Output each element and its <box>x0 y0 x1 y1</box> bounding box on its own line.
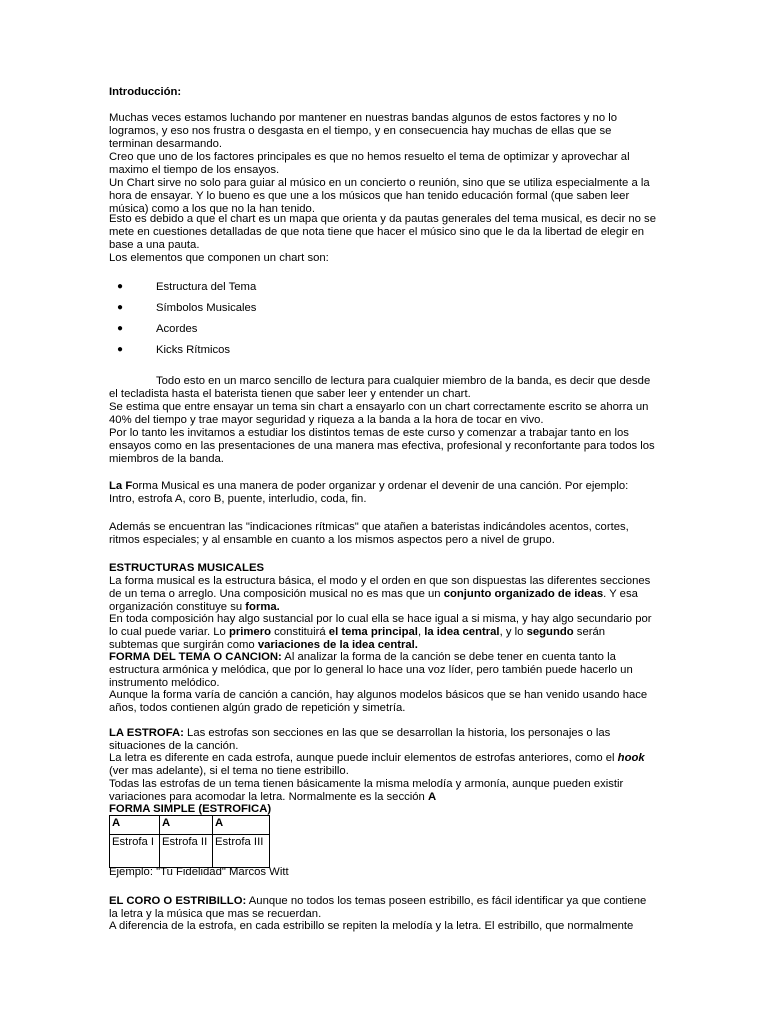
forma-tema-paragraph: FORMA DEL TEMA O CANCION: Al analizar la forma de la canción se debe tener en cuenta tanto la estructura armónica y melódica, que por lo general lo hace una voz líder, pero también puede hacerlo un instrumento melódico. <box>109 651 633 689</box>
bullet-icon: ● <box>117 323 124 334</box>
table-header-cell: A <box>213 816 270 835</box>
body-paragraph: Por lo tanto les invitamos a estudiar los distintos temas de este curso y comenzar a trabajar tanto en los ensayos como en las presentaciones de una manera mas efectiva, profesional y reconfortante para todos los miembros de la banda. <box>109 427 655 465</box>
body-paragraph: Todo esto en un marco sencillo de lectura para cualquier miembro de la banda, es decir que desde el tecladista hasta el baterista tienen que saber leer y entender un chart. <box>109 375 651 400</box>
intro-paragraph-2: Creo que uno de los factores principales es que no hemos resuelto el tema de optimizar y aprovechar al maximo el tiempo de los ensayos. <box>109 151 630 176</box>
list-item-label: Acordes <box>156 323 198 335</box>
table-cell: Estrofa III <box>213 835 270 868</box>
indicaciones-paragraph: Además se encuentran las "indicaciones rítmicas" que atañen a bateristas indicándoles acentos, cortes, ritmos especiales; y al ensamble en cuanto a los mismos aspectos pero a nivel de grupo. <box>109 521 629 546</box>
estrofa-paragraph-3: Todas las estrofas de un tema tienen básicamente la misma melodía y armonía, aunque pueden existir variaciones para acomodar la letra. Normalmente es la sección A <box>109 778 624 803</box>
section-heading-estructuras: ESTRUCTURAS MUSICALES <box>109 562 265 574</box>
forma-simple-table <box>109 815 270 868</box>
intro-paragraph-5: Los elementos que componen un chart son: <box>109 252 329 264</box>
list-item-label: Estructura del Tema <box>156 281 257 293</box>
forma-varia-paragraph: Aunque la forma varía de canción a canción, hay algunos modelos básicos que se han venido usando hace años, todos contienen algún grado de repetición y simetría. <box>109 689 648 714</box>
bullet-icon: ● <box>117 344 124 355</box>
forma-paragraph: La Forma Musical es una manera de poder organizar y ordenar el devenir de una canción. Por ejemplo: Intro, estrofa A, coro B, puente, interludio, coda, fin. <box>109 480 629 505</box>
body-paragraph: Se estima que entre ensayar un tema sin chart a ensayarlo con un chart correctamente escrito se ahorra un 40% del tiempo y trae mayor seguridad y riqueza a la banda a la hora de tocar en vivo. <box>109 401 649 426</box>
table-cell: Estrofa I <box>110 835 160 868</box>
table-header-cell: A <box>110 816 160 835</box>
estructuras-paragraph-1: La forma musical es la estructura básica, el modo y el orden en que son dispuestas las diferentes secciones de un tema o arreglo. Una composición musical no es mas que un conjunto organizado de ideas. Y esa organización constituye su forma. <box>109 575 651 613</box>
example-caption: Ejemplo: "Tu Fidelidad" Marcos Witt <box>109 866 289 878</box>
table-header-cell: A <box>160 816 213 835</box>
coro-paragraph-2: A diferencia de la estrofa, en cada estribillo se repiten la melodía y la letra. El estribillo, que normalmente <box>109 920 634 932</box>
intro-paragraph-3: Un Chart sirve no solo para guiar al músico en un concierto o reunión, sino que se utiliza especialmente a la hora de ensayar. Y lo bueno es que une a los músicos que han tenido educación formal (que saben leer música) como a los que no la han tenido. <box>109 177 650 215</box>
intro-paragraph-4: Esto es debido a que el chart es un mapa que orienta y da pautas generales del tema musical, es decir no se mete en cuestiones detalladas de que nota tiene que hacer el músico sino que le da la libertad de elegir en base a una pauta. <box>109 213 656 251</box>
estrofa-paragraph-1: LA ESTROFA: Las estrofas son secciones en las que se desarrollan la historia, los personajes o las situaciones de la canción. <box>109 727 611 752</box>
list-item-label: Kicks Rítmicos <box>156 344 231 356</box>
bullet-icon: ● <box>117 302 124 313</box>
table-cell: Estrofa II <box>160 835 213 868</box>
intro-paragraph-1: Muchas veces estamos luchando por mantener en nuestras bandas algunos de estos factores y no lo logramos, y eso nos frustra o desgasta en el tiempo, y en consecuencia hay muchas de ellas que se terminan desarmando. <box>109 112 618 150</box>
intro-title: Introducción: <box>109 86 182 98</box>
bullet-icon: ● <box>117 281 124 292</box>
coro-paragraph-1: EL CORO O ESTRIBILLO: Aunque no todos los temas poseen estribillo, es fácil identificar ya que contiene la letra y la música que mas se recuerdan. <box>109 895 647 920</box>
forma-simple-heading: FORMA SIMPLE (ESTROFICA) <box>109 803 272 815</box>
list-item-label: Símbolos Musicales <box>156 302 257 314</box>
estructuras-paragraph-2: En toda composición hay algo sustancial por lo cual ella se hace igual a si misma, y hay algo secundario por lo cual puede variar. Lo primero constituirá el tema principal, la idea central, y lo segundo serán subtemas que surgirán como variaciones de la idea central. <box>109 613 652 651</box>
estrofa-paragraph-2: La letra es diferente en cada estrofa, aunque puede incluir elementos de estrofas anteriores, como el hook (ver mas adelante), si el tema no tiene estribillo. <box>109 752 645 777</box>
